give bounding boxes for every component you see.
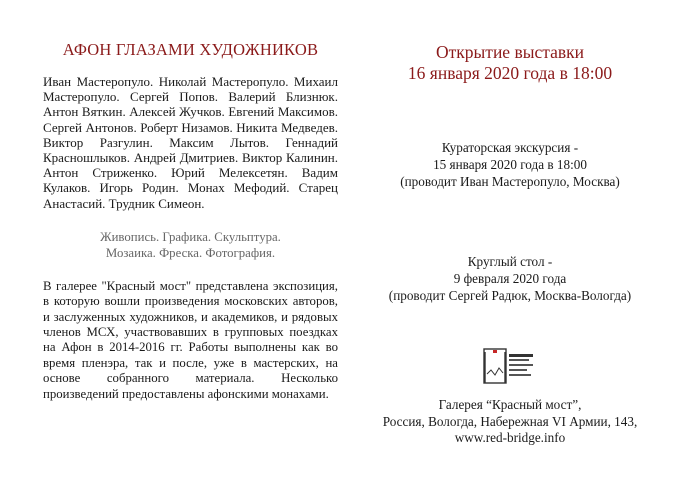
- opening-title: Открытие выставки: [436, 42, 584, 62]
- event1-title: Кураторская экскурсия -: [441, 140, 579, 155]
- event-round-table: [360, 253, 660, 304]
- opening-date: 16 января 2020 года в 18:00: [407, 63, 613, 83]
- genres: [43, 229, 338, 261]
- event2-host: (проводит Сергей Радюк, Москва-Вологда): [388, 288, 632, 303]
- exhibition-title: АФОН ГЛАЗАМИ ХУДОЖНИКОВ: [62, 40, 319, 59]
- genres-line-2: Мозаика. Фреска. Фотография.: [105, 245, 276, 260]
- gallery-info: [360, 397, 660, 447]
- gallery-website-link[interactable]: www.red-bridge.info: [454, 430, 566, 445]
- event-curator-tour: [360, 139, 660, 190]
- red-bridge-gallery-logo-icon: [481, 344, 537, 388]
- exhibition-description: В галерее "Красный мост" представлена экспозиция, в которую вошли произведения московских авторов, и заслуженных художников, и академиков, и рядовых членов МСХ, участвовавших в групповых поездках на Афон в 2014-2016 гг. Работы выполнены как во время пленэра, так и после, уже в мастерских, на основе собранного материала. Несколько произведений предоставлены афонскими монахами.: [43, 278, 338, 401]
- event1-date: 15 января 2020 года в 18:00: [433, 157, 587, 172]
- event2-date: 9 февраля 2020 года: [453, 271, 567, 286]
- gallery-name: Галерея “Красный мост”,: [438, 397, 582, 412]
- opening-block: [360, 42, 660, 84]
- event1-host: (проводит Иван Мастеропуло, Москва): [400, 174, 620, 189]
- genres-line-1: Живопись. Графика. Скульптура.: [100, 229, 281, 244]
- left-column: [43, 40, 338, 402]
- gallery-address: Россия, Вологда, Набережная VI Армии, 143,: [382, 413, 638, 429]
- event2-title: Круглый стол -: [467, 254, 553, 269]
- artists-list: Иван Мастеропуло. Николай Мастеропуло. Михаил Мастеропуло. Сергей Попов. Валерий Близнюк. Антон Вяткин. Алексей Жучков. Евгений Максимов. Сергей Антонов. Роберт Низамов. Никита Медведев. Виктор Разгулин. Максим Лытов. Геннадий Красношлыков. Андрей Дмитриев. Виктор Калинин. Антон Стриженко. Юрий Мелексетян. Вадим Кулаков. Игорь Родин. Монах Мефодий. Старец Анастасий. Трудник Симеон.: [43, 74, 338, 211]
